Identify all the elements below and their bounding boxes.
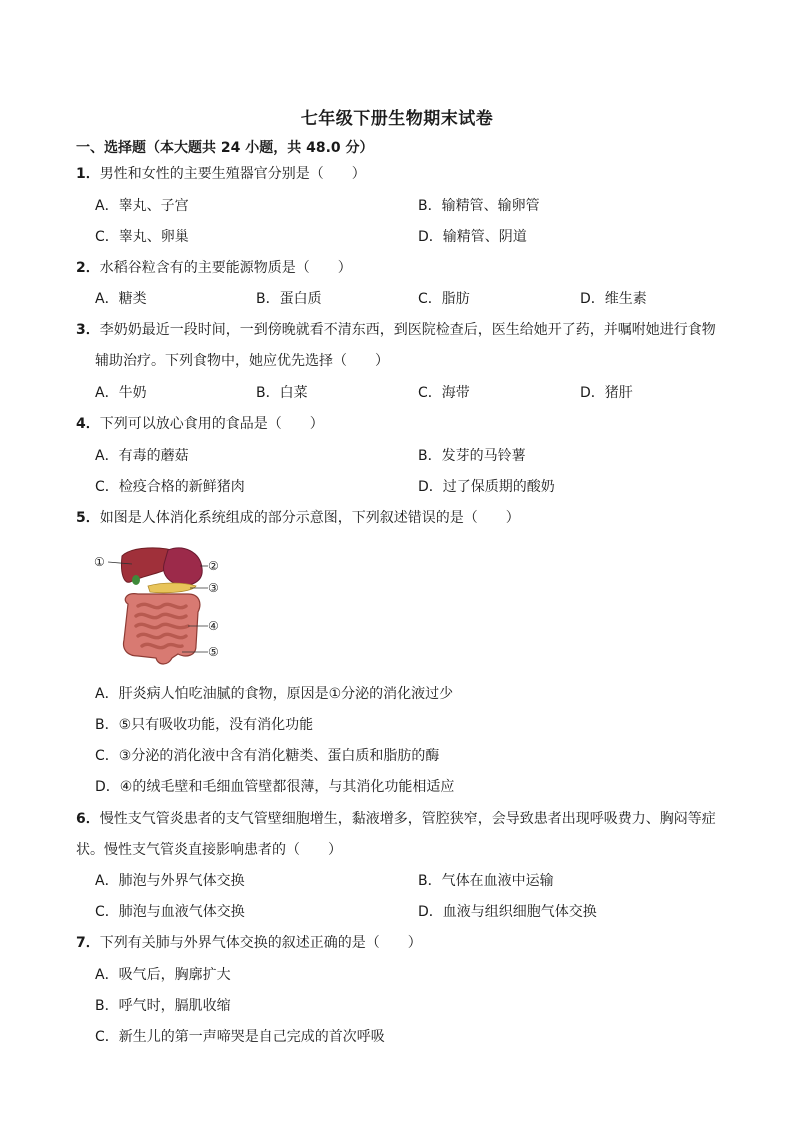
question-1 [76,164,366,184]
q5-option-c: C．③分泌的消化液中含有消化糖类、蛋白质和脂肪的酶 [95,748,440,764]
q7-option-c: C．新生儿的第一声啼哭是自己完成的首次呼吸 [95,1029,385,1045]
question-7 [76,933,422,953]
q6-option-b: B．气体在血液中运输 [418,873,554,889]
q6-option-d: D．血液与组织细胞气体交换 [418,904,597,920]
question-6-continued: 状。慢性支气管炎直接影响患者的（ ） [76,842,342,858]
q5-option-d: D．④的绒毛壁和毛细血管壁都很薄，与其消化功能相适应 [95,779,455,795]
stomach-shape [164,548,203,585]
q2-option-a: A．糖类 [95,291,147,307]
q4-option-a: A．有毒的蘑菇 [95,448,189,464]
question-text: 男性和女性的主要生殖器官分别是（ ） [99,166,366,182]
question-number: 1． [76,166,100,182]
q2-option-d: D．维生素 [580,291,647,307]
q2-option-c: C．脂肪 [418,291,470,307]
gallbladder-shape [132,575,140,585]
question-text: 下列有关肺与外界气体交换的叙述正确的是（ ） [99,935,422,951]
label-5: ⑤ [208,645,219,659]
question-3 [76,320,716,340]
question-number: 7． [76,935,100,951]
q6-option-a: A．肺泡与外界气体交换 [95,873,245,889]
q1-option-d: D．输精管、阴道 [418,229,527,245]
q3-option-c: C．海带 [418,385,470,401]
question-text: 水稻谷粒含有的主要能源物质是（ ） [99,260,352,276]
q6-option-c: C．肺泡与血液气体交换 [95,904,245,920]
question-text: 如图是人体消化系统组成的部分示意图，下列叙述错误的是（ ） [99,510,520,526]
page-title: 七年级下册生物期末试卷 [300,109,494,129]
pancreas-shape [148,583,196,593]
label-3: ③ [208,581,219,595]
question-text: 李奶奶最近一段时间，一到傍晚就看不清东西，到医院检查后，医生给她开了药，并嘱咐她进行食物 [99,322,716,338]
section-heading: 一、选择题（本大题共 24 小题，共 48.0 分） [76,140,374,156]
q4-option-c: C．检疫合格的新鲜猪肉 [95,479,245,495]
q1-option-c: C．睾丸、卵巢 [95,229,189,245]
question-3-continued: 辅助治疗。下列食物中，她应优先选择（ ） [95,353,389,369]
question-number: 4． [76,416,100,432]
question-text: 慢性支气管炎患者的支气管壁细胞增生，黏液增多，管腔狭窄，会导致患者出现呼吸费力、胸闷等症 [99,811,716,827]
q5-option-a: A．肝炎病人怕吃油腻的食物，原因是①分泌的消化液过少 [95,686,454,702]
digestive-system-diagram [92,542,232,672]
q7-option-b: B．呼气时，膈肌收缩 [95,998,231,1014]
label-4: ④ [208,619,219,633]
q4-option-d: D．过了保质期的酸奶 [418,479,555,495]
question-5 [76,508,520,528]
q2-option-b: B．蛋白质 [256,291,322,307]
label-1: ① [94,555,105,569]
label-2: ② [208,559,219,573]
question-number: 6． [76,811,100,827]
q1-option-a: A．睾丸、子宫 [95,198,189,214]
question-number: 5． [76,510,100,526]
question-number: 2． [76,260,100,276]
q5-option-b: B．⑤只有吸收功能，没有消化功能 [95,717,314,733]
question-6 [76,809,716,829]
question-text: 下列可以放心食用的食品是（ ） [99,416,324,432]
q3-option-a: A．牛奶 [95,385,147,401]
q1-option-b: B．输精管、输卵管 [418,198,540,214]
q4-option-b: B．发芽的马铃薯 [418,448,526,464]
question-number: 3． [76,322,100,338]
q7-option-a: A．吸气后，胸廓扩大 [95,967,231,983]
question-2 [76,258,352,278]
question-4 [76,414,324,434]
q3-option-d: D．猪肝 [580,385,633,401]
q3-option-b: B．白菜 [256,385,308,401]
